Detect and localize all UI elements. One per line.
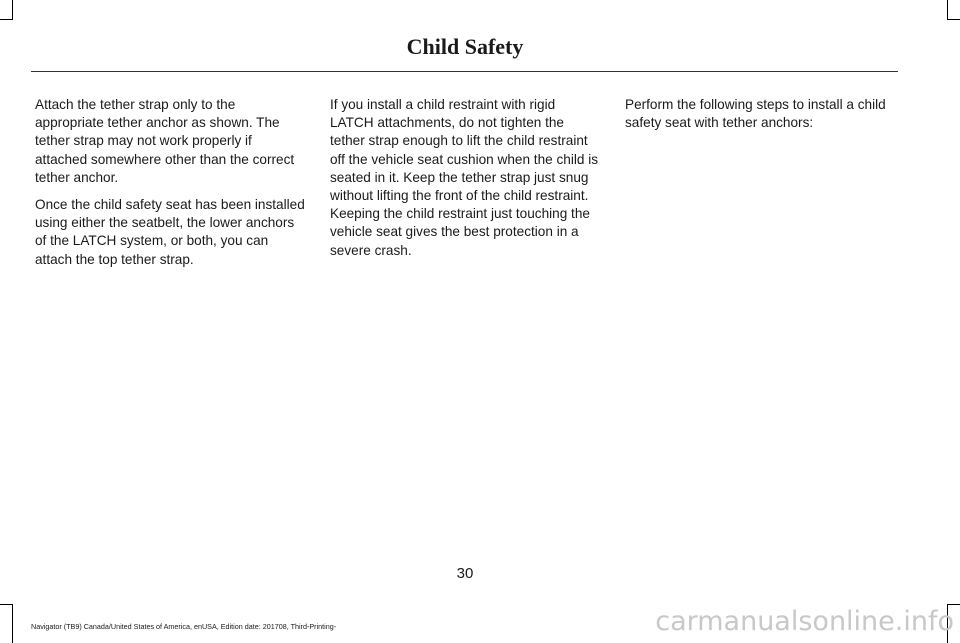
crop-mark-top-left — [12, 0, 13, 20]
paragraph: Perform the following steps to install a child safety seat with tether anchors: — [625, 97, 886, 131]
watermark: carmanualsonline.info — [655, 606, 954, 637]
text-column-2 — [330, 96, 600, 269]
crop-mark-top-right — [947, 19, 960, 20]
page-number: 30 — [456, 565, 474, 582]
crop-mark-bottom-right — [947, 604, 960, 605]
crop-mark-bottom-left — [12, 604, 13, 643]
crop-mark-top-left — [0, 19, 12, 20]
paragraph: If you install a child restraint with rigid LATCH attachments, do not tighten the tether strap enough to lift the child restraint off the vehicle seat cushion when the child is seated in it. Keep the tether strap just snug without lifting the front of the child restraint. Keeping the child restraint just touching the vehicle seat gives the best protection in a severe crash. — [330, 97, 599, 258]
paragraph: Attach the tether strap only to the appropriate tether anchor as shown. The tether strap may not work properly if attached somewhere other than the correct tether anchor. — [35, 97, 295, 185]
page-title: Child Safety — [406, 34, 524, 59]
text-column-3 — [625, 96, 895, 141]
paragraph: Once the child safety seat has been installed using either the seatbelt, the lower anchors of the LATCH system, or both, you can attach the top tether strap. — [35, 197, 305, 267]
header-divider — [31, 71, 898, 72]
crop-mark-top-right — [947, 0, 948, 20]
crop-mark-bottom-left — [0, 604, 12, 605]
edition-footer: Navigator (TB9) Canada/United States of America, enUSA, Edition date: 201708, Third-Printing- — [31, 622, 337, 631]
text-column-1 — [35, 96, 305, 278]
